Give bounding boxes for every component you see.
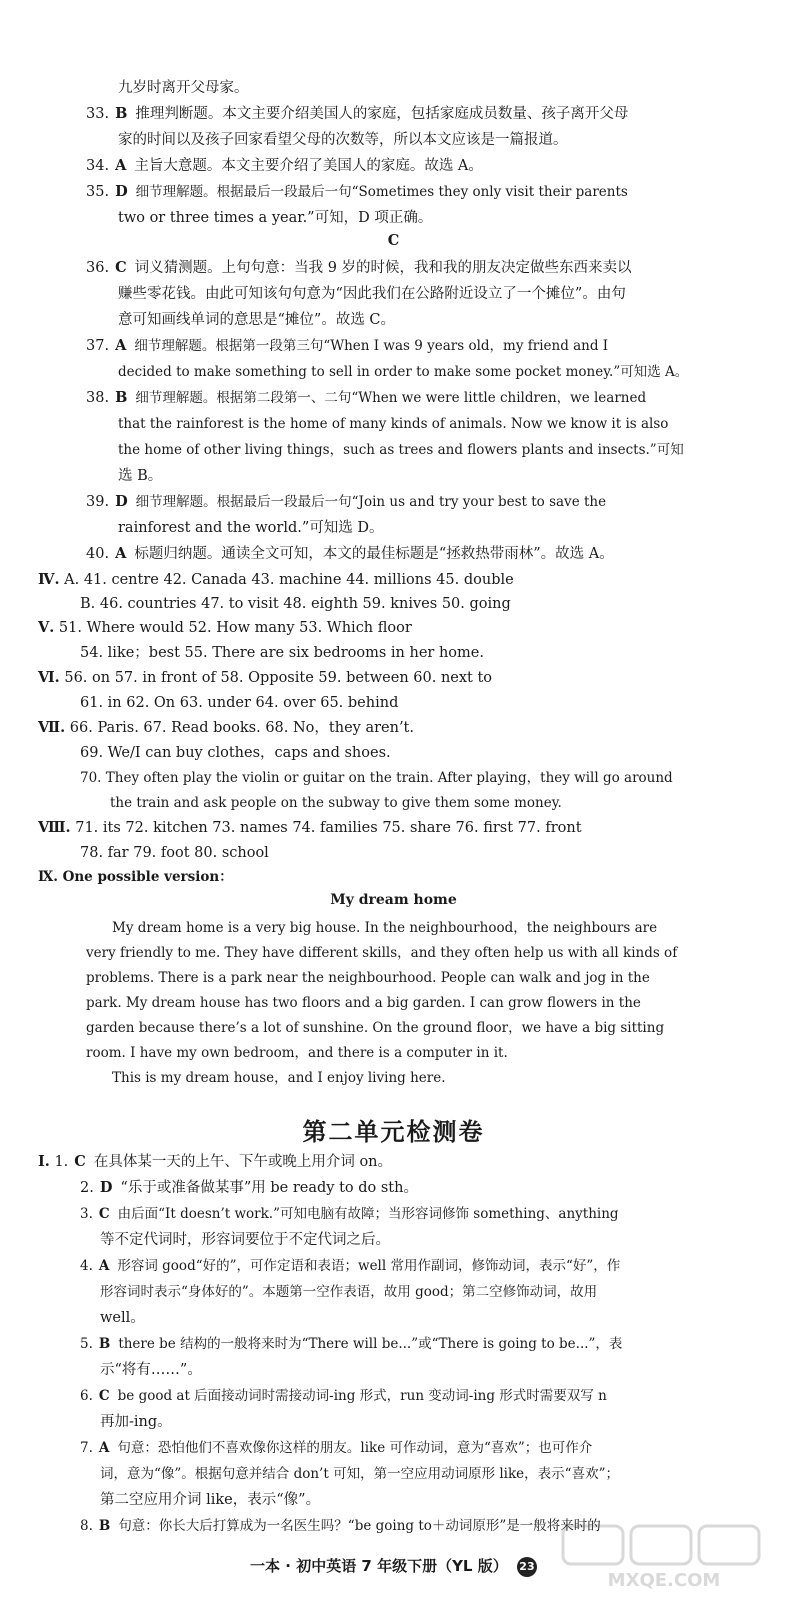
text-line: 61. in 62. On 63. under 64. over 65. behind [80, 695, 399, 711]
essay-line: My dream home is a very big house. In the neighbourhood，the neighbours are [112, 920, 658, 936]
essay-line: very friendly to me. They have different skills，and they often help us with all kinds of [86, 945, 678, 961]
text-line: that the rainforest is the home of many kinds of animals. Now we know it is also [118, 416, 669, 432]
essay-line: This is my dream house，and I enjoy living here. [112, 1070, 446, 1086]
answer-item: 5. B there be 结构的一般将来时为“There will be...”或“There is going to be...”，表 [80, 1336, 623, 1352]
text-line: two or three times a year.”可知，D 项正确。 [118, 210, 433, 226]
text-line: 70. They often play the violin or guitar on the train. After playing，they will go around [80, 770, 673, 786]
section-VI: Ⅵ. 56. on 57. in front of 58. Opposite 59. between 60. next to [38, 669, 493, 686]
essay-line: room. I have my own bedroom，and there is a computer in it. [86, 1045, 508, 1061]
answer-item: Ⅰ. 1. C 在具体某一天的上午、下午或晚上用介词 on。 [38, 1153, 393, 1170]
text-line: 示“将有……”。 [100, 1362, 202, 1378]
text-line: 再加-ing。 [100, 1414, 172, 1430]
text-line: the train and ask people on the subway to give them some money. [110, 795, 562, 811]
answer-item: 37. A 细节理解题。根据第一段第三句“When I was 9 years old，my friend and I [86, 337, 609, 354]
answer-item: 3. C 由后面“It doesn’t work.”可知电脑有故障；当形容词修饰 something、anything [80, 1206, 619, 1222]
essay-line: garden because there’s a lot of sunshine. On the ground floor，we have a big sitting [86, 1020, 665, 1036]
text-line: rainforest and the world.”可知选 D。 [118, 520, 384, 536]
section-IV: Ⅳ. A. 41. centre 42. Canada 43. machine 44. millions 45. double [38, 571, 514, 588]
answer-item: 40. A 标题归纳题。通读全文可知，本文的最佳标题是“拯救热带雨林”。故选 A。 [86, 545, 614, 562]
text-line: 形容词时表示“身体好的”。本题第一空作表语，故用 good；第二空修饰动词，故用 [100, 1284, 598, 1300]
text-line: 赚些零花钱。由此可知该句句意为“因此我们在公路附近设立了一个摊位”。由句 [118, 286, 626, 302]
text-line: 等不定代词时，形容词要位于不定代词之后。 [100, 1232, 390, 1248]
section-heading: C [387, 232, 400, 249]
text-line: 第二空应用介词 like，表示“像”。 [100, 1492, 321, 1508]
text-line: 意可知画线单词的意思是“摊位”。故选 C。 [118, 312, 396, 328]
text-line: 九岁时离开父母家。 [118, 80, 249, 96]
answer-item: 35. D 细节理解题。根据最后一段最后一句“Sometimes they only visit their parents [86, 183, 628, 200]
unit-title: 第二单元检测卷 [302, 1118, 485, 1146]
answer-item: 38. B 细节理解题。根据第二段第一、二句“When we were little children，we learned [86, 389, 647, 406]
section-VIII: Ⅷ. 71. its 72. kitchen 73. names 74. families 75. share 76. first 77. front [38, 819, 582, 836]
text-line: B. 46. countries 47. to visit 48. eighth 59. knives 50. going [80, 596, 511, 612]
text-line: 69. We/I can buy clothes，caps and shoes. [80, 745, 391, 761]
section-VII: Ⅶ. 66. Paris. 67. Read books. 68. No，they aren’t. [38, 719, 414, 736]
answer-item: 33. B 推理判断题。本文主要介绍美国人的家庭，包括家庭成员数量、孩子离开父母 [86, 105, 629, 122]
answer-item: 34. A 主旨大意题。本文主要介绍了美国人的家庭。故选 A。 [86, 157, 483, 174]
section-IX: Ⅸ. One possible version： [38, 869, 233, 885]
answer-item: 2. D “乐于或准备做某事”用 be ready to do sth。 [80, 1179, 418, 1196]
text-line: 家的时间以及孩子回家看望父母的次数等，所以本文应该是一篇报道。 [118, 132, 568, 148]
text-line: decided to make something to sell in order to make some pocket money.”可知选 A。 [118, 364, 689, 380]
answer-item: 8. B 句意：你长大后打算成为一名医生吗？“be going to＋动词原形”是一般将来时的 [80, 1518, 601, 1534]
text-line: 78. far 79. foot 80. school [80, 845, 269, 861]
text-line: 选 B。 [118, 468, 163, 484]
answer-item: 39. D 细节理解题。根据最后一段最后一句“Join us and try your best to save the [86, 493, 607, 510]
watermark-logo [559, 1522, 769, 1592]
text-line: well。 [100, 1310, 145, 1326]
essay-title: My dream home [330, 892, 457, 908]
page-number-badge: 23 [517, 1557, 537, 1577]
answer-item: 36. C 词义猜测题。上句句意：当我 9 岁的时候，我和我的朋友决定做些东西来卖以 [86, 259, 632, 276]
watermark-text: MXQE.COM [607, 1570, 721, 1591]
essay-line: problems. There is a park near the neighbourhood. People can walk and jog in the [86, 970, 650, 986]
text-line: 词，意为“像”。根据句意并结合 don’t 可知，第一空应用动词原形 like，表示“喜欢”； [100, 1466, 619, 1482]
text-line: 54. like；best 55. There are six bedrooms in her home. [80, 645, 484, 661]
answer-item: 4. A 形容词 good“好的”，可作定语和表语；well 常用作副词，修饰动词，表示“好”，作 [80, 1258, 621, 1274]
footer-text: 一本 · 初中英语 7 年级下册（YL 版） [250, 1557, 508, 1575]
text-line: the home of other living things，such as trees and flowers plants and insects.”可知 [118, 442, 684, 458]
essay-line: park. My dream house has two floors and a big garden. I can grow flowers in the [86, 995, 641, 1011]
answer-item: 6. C be good at 后面接动词时需接动词-ing 形式，run 变动词-ing 形式时需要双写 n [80, 1388, 607, 1404]
answer-item: 7. A 句意：恐怕他们不喜欢像你这样的朋友。like 可作动词，意为“喜欢”；也可作介 [80, 1440, 593, 1456]
section-V: Ⅴ. 51. Where would 52. How many 53. Which floor [38, 619, 412, 636]
